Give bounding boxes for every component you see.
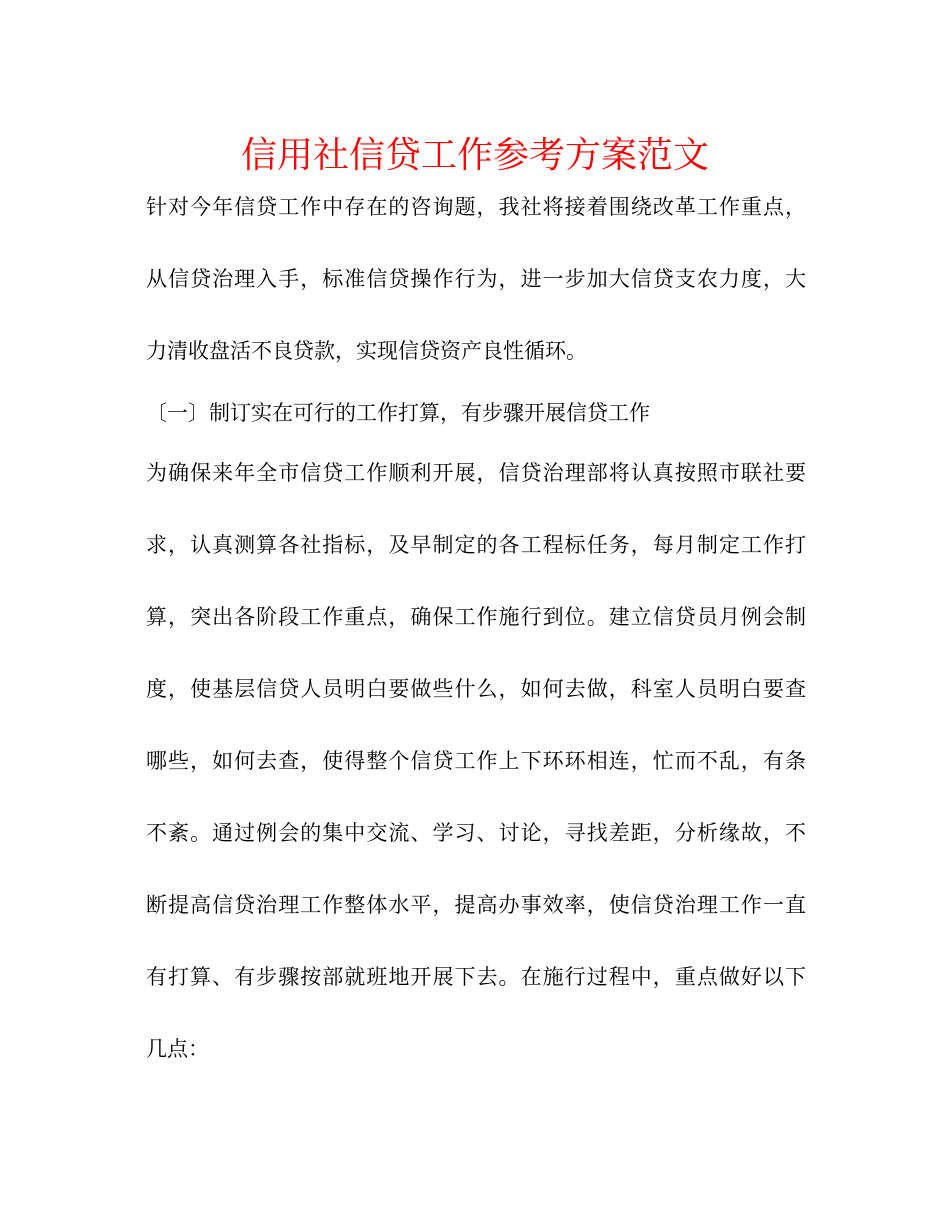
paragraph-line-10: 断提高信贷治理工作整体水平，提高办事效率，使信贷治理工作一直 [146,893,806,917]
paragraph-line-7: 度，使基层信贷人员明白要做些什么，如何去做，科室人员明白要查 [146,677,806,701]
paragraph-line-12: 几点： [146,1037,209,1061]
paragraph-line-1: 针对今年信贷工作中存在的咨询题，我社将接着围绕改革工作重点， [146,195,806,219]
paragraph-line-4: 为确保来年全市信贷工作顺利开展，信贷治理部将认真按照市联社要 [146,461,806,485]
document-title: 信用社信贷工作参考方案范文 [240,135,709,176]
paragraph-line-9: 不紊。通过例会的集中交流、学习、讨论，寻找差距，分析缘故，不 [146,821,806,845]
paragraph-line-5: 求，认真测算各社指标，及早制定的各工程标任务，每月制定工作打 [146,533,806,557]
paragraph-line-11: 有打算、有步骤按部就班地开展下去。在施行过程中，重点做好以下 [146,965,806,989]
paragraph-line-6: 算，突出各阶段工作重点，确保工作施行到位。建立信贷员月例会制 [146,605,806,629]
section-heading: 〔一〕制订实在可行的工作打算，有步骤开展信贷工作 [146,401,650,425]
paragraph-line-8: 哪些，如何去查，使得整个信贷工作上下环环相连，忙而不乱，有条 [146,749,806,773]
paragraph-line-3: 力清收盘活不良贷款，实现信贷资产良性循环。 [146,339,587,363]
paragraph-line-2: 从信贷治理入手，标准信贷操作行为，进一步加大信贷支农力度，大 [146,267,806,291]
